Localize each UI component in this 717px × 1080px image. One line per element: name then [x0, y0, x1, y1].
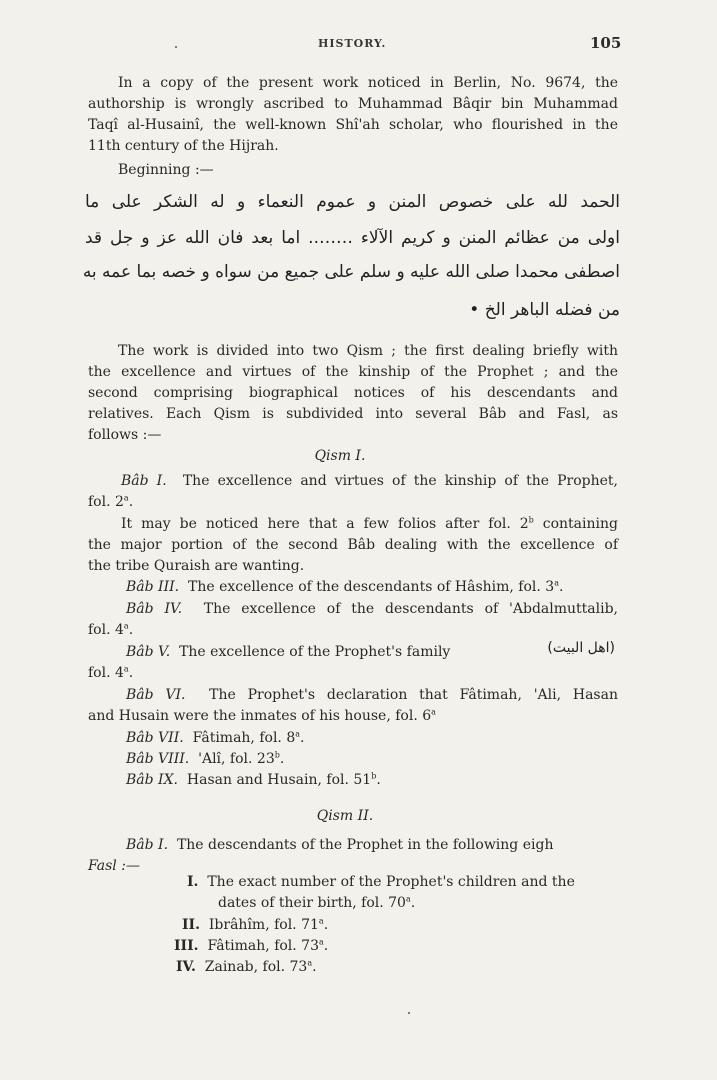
bab-7-label: Bâb VII.: [126, 730, 184, 746]
fasl-2-end: .: [323, 917, 329, 933]
bab-3-sup: a: [554, 578, 559, 588]
bab-7-line: [126, 728, 304, 748]
qism-1-heading: Qism I.: [314, 448, 366, 464]
bab-4-text: The excellence of the descendants of 'Abdalmuttalib,: [203, 601, 618, 617]
bab-5-sup: a: [123, 664, 129, 674]
intro-line-1: In a copy of the present work noticed in Berlin, No. 9674, the: [118, 75, 618, 91]
bab-9-line: [126, 770, 381, 790]
q2-bab-1-text: The descendants of the Prophet in the following eigh: [176, 837, 554, 853]
bab-9-sup: b: [371, 771, 377, 781]
bab-4-cont: [88, 620, 133, 640]
bab-8-end: .: [279, 751, 285, 767]
bab-1-end: .: [128, 494, 134, 510]
bab-4-end: .: [128, 622, 134, 638]
division-line-1: The work is divided into two Qism ; the first dealing briefly with: [118, 343, 618, 359]
bab-6-text: The Prophet's declaration that Fâtimah, 'Ali, Hasan: [209, 687, 618, 703]
bab-9-end: .: [376, 772, 381, 788]
fasl-1-sup: a: [405, 894, 411, 904]
bab-3-text: The excellence of the descendants of Hâshim, fol. 3: [188, 579, 555, 595]
bab-3-end: .: [558, 579, 564, 595]
note-line-3: the tribe Quraish are wanting.: [88, 558, 305, 574]
fasl-4-text: Zainab, fol. 73: [204, 959, 308, 975]
bab-4-sup: a: [123, 621, 129, 631]
bab-5-cont: [88, 663, 133, 683]
bab-8-text: 'Alî, fol. 23: [198, 751, 275, 767]
bab-1-label: Bâb I.: [121, 473, 167, 489]
q2-bab-1-label: Bâb I.: [126, 837, 169, 853]
fasl-3-text: Fâtimah, fol. 73: [207, 938, 319, 954]
bab-8-sup: b: [274, 750, 280, 760]
bab-5-fol: fol. 4: [88, 665, 124, 681]
bab-5-line: [126, 642, 450, 662]
fasl-2-text: Ibrâhîm, fol. 71: [208, 917, 319, 933]
fasl-1-end: .: [410, 895, 416, 911]
fasl-1-text: The exact number of the Prophet's children and the: [207, 874, 575, 890]
bab-9-text: Hasan and Husain, fol. 51: [186, 772, 372, 788]
division-line-2: the excellence and virtues of the kinship of the Prophet ; and the: [88, 364, 618, 380]
note-sup: b: [528, 515, 534, 525]
bab-7-end: .: [300, 730, 305, 746]
bab-6-sup: a: [431, 707, 436, 717]
arabic-line-4: من فضله الباهر الخ •: [469, 300, 620, 320]
intro-line-4: 11th century of the Hijrah.: [88, 138, 279, 154]
note-line-2: the major portion of the second Bâb dealing with the excellence of: [88, 537, 618, 553]
bab-3-line: [126, 577, 563, 597]
fasl-2-sup: a: [318, 916, 324, 926]
bab-4-line: [126, 599, 618, 619]
page-number: 105: [590, 34, 622, 52]
fasl-1-cont: [218, 893, 415, 913]
running-header: [0, 34, 717, 57]
division-line-3: second comprising biographical notices of his descendants and: [88, 385, 618, 401]
q2-bab-1-cont: Fasl :—: [88, 858, 140, 874]
arabic-line-2: اولى من عظائم المنن و كريم الآلاء …….. اما بعد فان الله عز و جل قد: [85, 228, 620, 248]
q2-bab-1-line: [126, 835, 553, 855]
intro-line-3: Taqî al-Husainî, the well-known Shî'ah scholar, who flourished in the: [88, 117, 618, 133]
division-line-4: relatives. Each Qism is subdivided into several Bâb and Fasl, as: [88, 406, 618, 422]
bab-4-fol: fol. 4: [88, 622, 124, 638]
bab-1-text: The excellence and virtues of the kinship of the Prophet,: [182, 473, 619, 489]
qism-2-heading: Qism II.: [316, 808, 374, 824]
intro-line-2: authorship is wrongly ascribed to Muhammad Bâqir bin Muhammad: [88, 96, 618, 112]
fasl-1-num: I.: [187, 874, 199, 890]
fasl-3-num: III.: [174, 938, 199, 954]
bab-6-label: Bâb VI.: [126, 687, 186, 703]
bab-5-arabic: (اهل البيت): [547, 640, 615, 656]
fasl-4-end: .: [312, 959, 317, 975]
bab-5-label: Bâb V.: [126, 644, 171, 660]
fasl-3-line: [174, 936, 328, 956]
running-title: HISTORY.: [318, 37, 387, 50]
note-line-1: [121, 514, 618, 534]
scan-speck: [408, 1012, 410, 1014]
arabic-line-1: الحمد لله على خصوص المنن و عموم النعماء و له الشكر على ما: [85, 192, 620, 212]
bab-7-text: Fâtimah, fol. 8: [192, 730, 296, 746]
bab-1-cont: [88, 492, 133, 512]
note-after: containing: [533, 516, 618, 532]
fasl-3-sup: a: [319, 937, 324, 947]
bab-7-sup: a: [295, 729, 301, 739]
bab-8-label: Bâb VIII.: [126, 751, 190, 767]
bab-1-fol: fol. 2: [88, 494, 124, 510]
division-line-5: follows :—: [88, 427, 162, 443]
fasl-3-end: .: [323, 938, 329, 954]
bab-6-line: [126, 685, 618, 705]
beginning-label: Beginning :—: [118, 162, 214, 178]
bab-4-label: Bâb IV.: [126, 601, 183, 617]
arabic-line-3: اصطفى محمدا صلى الله عليه و سلم على جميع من سواه و خصه بما عمه به: [82, 262, 620, 282]
bab-6-fol: and Husain were the inmates of his house, fol. 6: [88, 708, 432, 724]
fasl-4-sup: a: [307, 958, 313, 968]
bab-3-label: Bâb III.: [126, 579, 180, 595]
fasl-1-fol: dates of their birth, fol. 70: [218, 895, 406, 911]
fasl-2-line: [182, 915, 328, 935]
bab-5-end: .: [128, 665, 134, 681]
bab-1-sup: a: [123, 493, 129, 503]
fasl-4-line: [176, 957, 317, 977]
bab-6-cont: [88, 706, 436, 726]
bab-8-line: [126, 749, 284, 769]
fasl-4-num: IV.: [176, 959, 196, 975]
fasl-1-line: [187, 872, 575, 892]
bab-5-text: The excellence of the Prophet's family: [179, 644, 451, 660]
bab-1-line: [121, 471, 618, 491]
scan-speck: [175, 46, 177, 48]
fasl-2-num: II.: [182, 917, 200, 933]
note-text-1: It may be noticed here that a few folios after fol. 2: [121, 516, 529, 532]
bab-9-label: Bâb IX.: [126, 772, 178, 788]
